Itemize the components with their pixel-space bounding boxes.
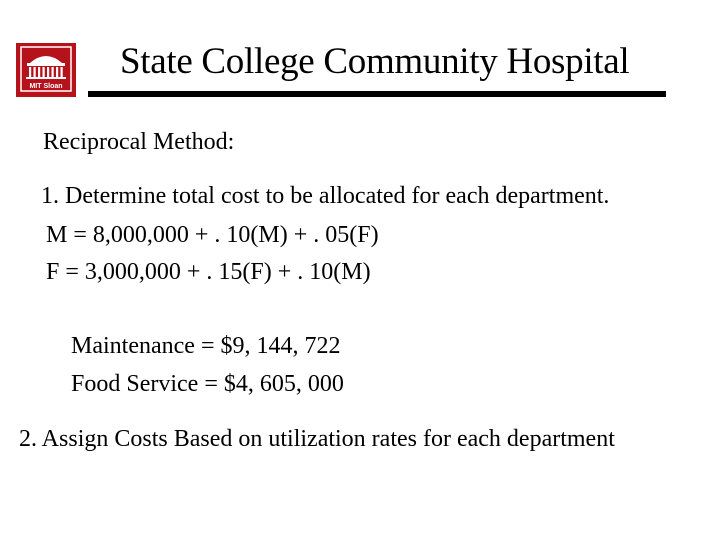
food-service-equation: F = 3,000,000 + . 15(F) + . 10(M) <box>46 259 371 285</box>
title-underline <box>88 91 666 97</box>
step-1-text: 1. Determine total cost to be allocated for each department. <box>41 183 610 209</box>
slide-title: State College Community Hospital <box>120 41 630 82</box>
food-service-result: Food Service = $4, 605, 000 <box>71 371 344 397</box>
maintenance-result: Maintenance = $9, 144, 722 <box>71 333 341 359</box>
dome-building-icon <box>16 43 76 97</box>
svg-text:MIT Sloan: MIT Sloan <box>29 83 63 90</box>
method-subtitle: Reciprocal Method: <box>43 129 235 155</box>
step-2-text: 2. Assign Costs Based on utilization rates for each department <box>19 426 615 452</box>
mit-sloan-logo <box>16 43 76 97</box>
maintenance-equation: M = 8,000,000 + . 10(M) + . 05(F) <box>46 222 379 248</box>
